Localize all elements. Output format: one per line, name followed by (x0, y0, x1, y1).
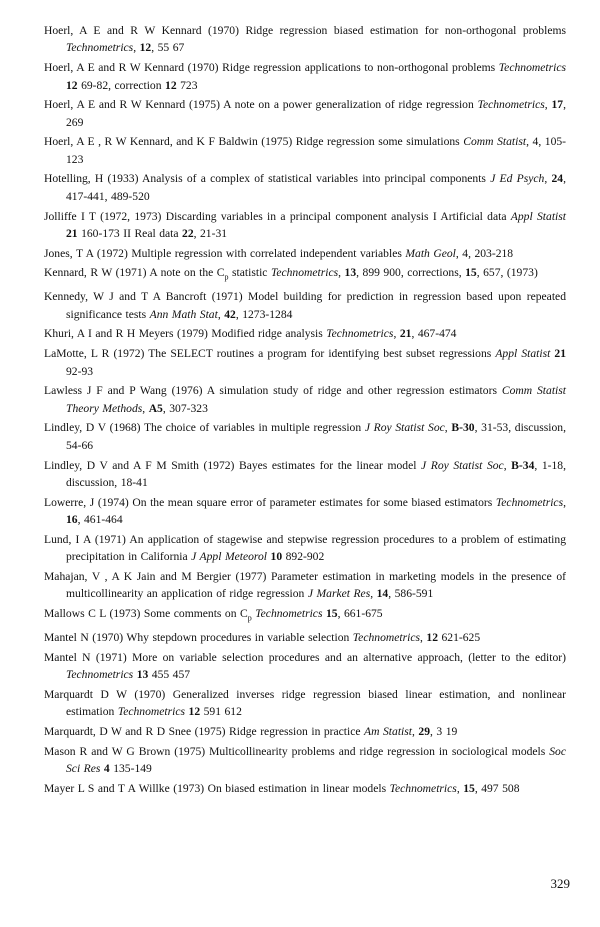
reference-text: Mason R and W G Brown (1975) Multicollinearity problems and ridge regression in sociological models (44, 744, 550, 758)
reference-entry (44, 649, 566, 684)
reference-text: , (338, 266, 345, 280)
volume-number: 22 (182, 226, 194, 240)
journal-name: Technometrics (255, 606, 323, 620)
reference-text: , (503, 458, 512, 472)
volume-number: 21 (66, 226, 78, 240)
reference-text: Mallows C L (1973) Some comments on C (44, 606, 248, 620)
volume-number: 12 (188, 705, 201, 719)
reference-entry (44, 723, 566, 740)
reference-text: , (563, 495, 566, 509)
reference-text: , 307-323 (162, 401, 208, 415)
volume-number: 4 (103, 762, 110, 775)
volume-number: 15 (463, 781, 475, 795)
reference-entry (44, 133, 566, 168)
reference-entry (44, 208, 566, 243)
reference-entry (44, 743, 566, 778)
reference-list (44, 22, 566, 799)
volume-number: 15 (465, 266, 477, 280)
reference-text: , (217, 307, 225, 321)
reference-entry (44, 531, 566, 566)
reference-text: Jolliffe I T (1972, 1973) Discarding variables in a principal component analysis I Artificial data (44, 209, 511, 223)
reference-text: , 4, 105-123 (66, 135, 567, 166)
reference-text: , 661-675 (337, 606, 383, 620)
reference-text: Marquardt, D W and R D Snee (1975) Ridge regression in practice (44, 724, 365, 738)
reference-text: , 461-464 (77, 513, 123, 527)
reference-text: 69-82, correction (77, 78, 166, 92)
reference-entry (44, 494, 566, 529)
journal-name: Technometrics (66, 41, 134, 55)
journal-name: J Appl Meteorol (191, 550, 268, 564)
reference-text: , (370, 587, 377, 601)
reference-text: p (247, 613, 252, 623)
reference-text: Lindley, D V (1968) The choice of variables in multiple regression (44, 421, 365, 435)
volume-number: A5 (148, 401, 163, 415)
volume-number: 29 (418, 724, 430, 738)
volume-number: 12 (165, 78, 177, 92)
volume-number: 14 (376, 587, 389, 601)
reference-entry (44, 22, 566, 57)
reference-entry (44, 170, 566, 205)
reference-text: , 657, (1973) (476, 266, 538, 280)
reference-entry (44, 325, 566, 342)
volume-number: 15 (325, 606, 338, 620)
reference-text: 92-93 (66, 364, 94, 378)
journal-name: Technometrics (66, 668, 134, 682)
reference-entry (44, 264, 566, 286)
reference-text: Lawless J F and P Wang (1976) A simulation study of ridge and other regression estimators (44, 384, 502, 398)
journal-name: Technometrics (498, 61, 566, 75)
reference-text: , (544, 98, 552, 112)
reference-text: 160-173 II Real data (77, 226, 183, 240)
reference-text: , (142, 401, 149, 415)
reference-text: Mantel N (1970) Why stepdown procedures in variable selection (44, 630, 353, 644)
volume-number: 13 (136, 668, 149, 682)
volume-number: 12 (66, 78, 78, 92)
reference-text: 621-625 (438, 630, 481, 644)
reference-entry (44, 686, 566, 721)
reference-text: , (393, 327, 400, 341)
reference-text: , (544, 172, 552, 186)
reference-text: , 21-31 (193, 226, 228, 240)
reference-text: , (412, 724, 419, 738)
reference-text: Mantel N (1971) More on variable selection procedures and an alternative approach, (letter to the editor) (44, 650, 566, 664)
reference-text: 892-902 (282, 550, 325, 564)
reference-entry (44, 568, 566, 603)
reference-entry (44, 96, 566, 131)
reference-text: , (444, 421, 452, 435)
volume-number: 21 (399, 327, 412, 341)
volume-number: 42 (224, 307, 236, 321)
volume-number: 21 (554, 347, 566, 361)
reference-text: Mayer L S and T A Willke (1973) On biased estimation in linear models (44, 781, 390, 795)
volume-number: 12 (139, 41, 152, 55)
reference-text: Lund, I A (1971) An application of stagewise and stepwise regression procedures to a problem of estimating precipitation in California (44, 532, 566, 564)
volume-number: 16 (66, 513, 78, 527)
reference-text: Kennard, R W (1971) A note on the C (44, 266, 225, 280)
volume-number: B-34 (511, 458, 535, 472)
reference-text: 455 457 (148, 668, 191, 682)
volume-number: 12 (426, 630, 438, 644)
journal-name: Technometrics (326, 327, 394, 341)
reference-text: , 4, 203-218 (455, 246, 514, 260)
reference-text: Hoerl, A E and R W Kennard (1975) A note on a power generalization of ridge regression (44, 98, 478, 112)
reference-text: 591 612 (200, 705, 242, 719)
reference-text: , 1273-1284 (235, 307, 293, 321)
reference-text: LaMotte, L R (1972) The SELECT routines a program for identifying best subset regressions (44, 347, 496, 361)
journal-name: Soc Sci Res (66, 744, 566, 775)
reference-text: Marquardt D W (1970) Generalized inverses ridge regression biased linear estimation, and nonlinear estimation (44, 687, 566, 719)
reference-text: , 55 67 (151, 41, 185, 55)
volume-number: 13 (344, 266, 357, 280)
journal-name: J Market Res (307, 587, 371, 601)
reference-text: statistic (228, 266, 271, 280)
reference-text: Hoerl, A E , R W Kennard, and K F Baldwin (1975) Ridge regression some simulations (44, 135, 464, 149)
reference-entry (44, 605, 566, 627)
journal-name: Technometrics (352, 630, 420, 644)
journal-name: J Roy Statist Soc (364, 421, 445, 435)
journal-name: Technometrics (389, 781, 457, 795)
volume-number: 17 (551, 98, 564, 112)
reference-text: 723 (176, 78, 198, 92)
reference-text: Hotelling, H (1933) Analysis of a complex of statistical variables into principal components (44, 172, 491, 186)
journal-name: Appl Statist (495, 347, 551, 361)
reference-text: Jones, T A (1972) Multiple regression with correlated independent variables (44, 246, 406, 260)
reference-entry (44, 288, 566, 323)
journal-name: Comm Statist (463, 135, 527, 149)
reference-text: , 417-441, 489-520 (66, 172, 566, 203)
reference-text: 135-149 (109, 762, 152, 775)
reference-text: p (224, 272, 229, 282)
reference-entry (44, 457, 566, 492)
journal-name: J Ed Psych (490, 172, 545, 186)
reference-text: Mahajan, V , A K Jain and M Bergier (1977) Parameter estimation in marketing models in the presence of multicollinearity an application of ridge regression (44, 569, 566, 601)
reference-text: Khuri, A I and R H Meyers (1979) Modified ridge analysis (44, 327, 327, 341)
journal-name: Math Geol (405, 246, 456, 260)
reference-text: , 31-53, discussion, 54-66 (66, 421, 566, 452)
reference-text: Kennedy, W J and T A Bancroft (1971) Model building for prediction in regression based upon repeated significance tests (44, 290, 566, 321)
journal-name: Comm Statist Theory Methods (66, 384, 566, 415)
reference-text: , 497 508 (474, 781, 520, 795)
reference-text: Lindley, D V and A F M Smith (1972) Bayes estimates for the linear model (44, 458, 422, 472)
reference-entry (44, 780, 566, 797)
reference-text: , (420, 630, 427, 644)
reference-text: , 3 19 (430, 724, 458, 738)
reference-entry (44, 245, 566, 262)
reference-entry (44, 629, 566, 646)
volume-number: 24 (551, 172, 564, 186)
journal-name: Technometrics (477, 98, 545, 112)
reference-text: Lowerre, J (1974) On the mean square error of parameter estimates for some biased estimators (44, 495, 496, 509)
reference-text: , 586-591 (388, 587, 434, 601)
reference-text: , 467-474 (411, 327, 457, 341)
journal-name: Technometrics (117, 705, 186, 719)
reference-text: , (456, 781, 464, 795)
journal-name: Ann Math Stat (149, 307, 218, 321)
reference-entry (44, 59, 566, 94)
reference-text: , 899 900, corrections, (356, 266, 466, 280)
journal-name: Technometrics (495, 495, 564, 509)
reference-text: , 269 (66, 98, 566, 129)
reference-entry (44, 382, 566, 417)
reference-text: , 1-18, discussion, 18-41 (66, 458, 566, 489)
reference-entry (44, 345, 566, 380)
reference-text: , (133, 41, 140, 55)
reference-entry (44, 419, 566, 454)
journal-name: Technometrics (270, 266, 339, 280)
volume-number: B-30 (451, 421, 475, 435)
reference-text: Hoerl, A E and R W Kennard (1970) Ridge regression biased estimation for non-orthogonal problems (44, 24, 566, 37)
journal-name: J Roy Statist Soc (421, 458, 504, 472)
page-number: 329 (550, 876, 570, 891)
reference-text: Hoerl, A E and R W Kennard (1970) Ridge regression applications to non-orthogonal problems (44, 61, 499, 75)
journal-name: Am Statist (364, 724, 412, 738)
journal-name: Appl Statist (510, 209, 566, 223)
volume-number: 10 (270, 550, 283, 564)
